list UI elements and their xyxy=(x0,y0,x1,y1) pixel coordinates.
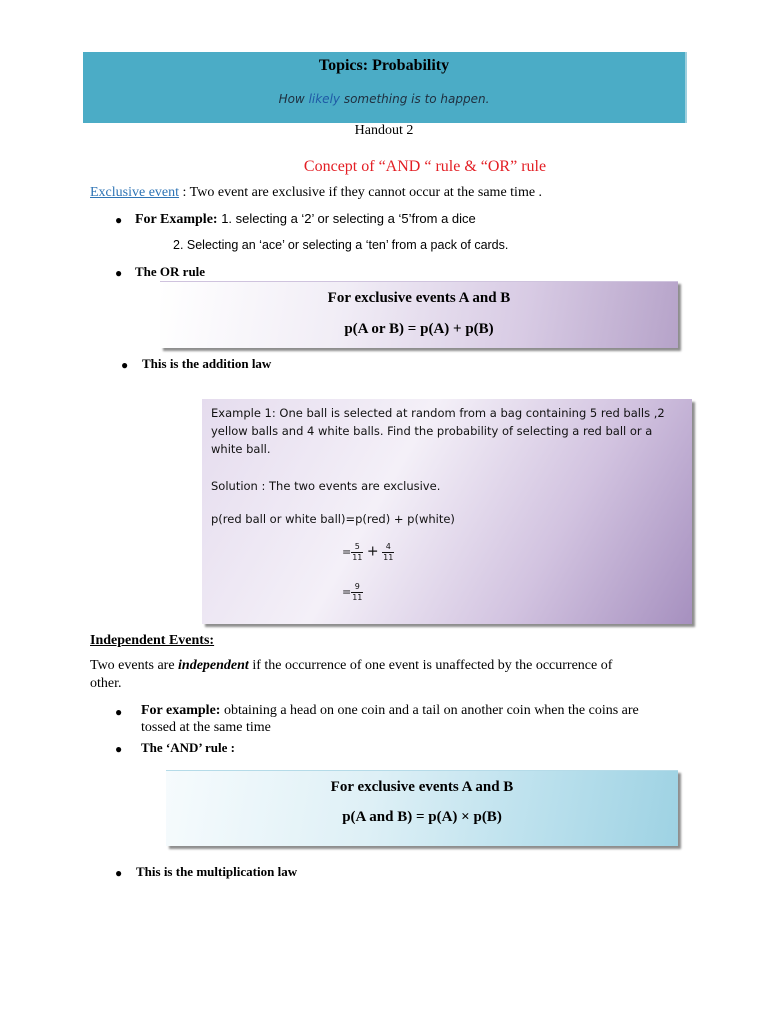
topic-banner xyxy=(83,52,687,123)
independent-events-heading: Independent Events: xyxy=(90,633,215,648)
exclusive-event-definition: : Two event are exclusive if they cannot occur at the same time . xyxy=(179,185,543,200)
fraction-denominator: 11 xyxy=(352,593,363,602)
multiplication-law-text: This is the multiplication law xyxy=(136,864,298,879)
or-formula-line-1: For exclusive events A and B xyxy=(327,290,511,306)
plus-sign: + xyxy=(366,543,379,560)
fraction-numerator: 5 xyxy=(351,542,363,553)
fraction-numerator: 4 xyxy=(382,542,394,553)
handout-label: Handout 2 xyxy=(354,123,414,138)
independent-def-emphasis: independent xyxy=(178,658,249,673)
equation-result xyxy=(342,582,363,603)
fraction-red xyxy=(351,542,363,563)
independent-definition-line-2: other. xyxy=(90,676,122,691)
exclusive-event-term: Exclusive event xyxy=(90,185,180,200)
bullet-icon: ● xyxy=(115,266,123,280)
independent-example-line-2: tossed at the same time xyxy=(141,720,271,735)
or-rule-label: The OR rule xyxy=(135,264,206,279)
and-formula-line-2: p(A and B) = p(A) × p(B) xyxy=(342,809,502,825)
bullet-icon: ● xyxy=(115,213,123,227)
equation-sum xyxy=(342,542,394,563)
and-rule-formula-box xyxy=(166,770,678,846)
or-formula-line-2: p(A or B) = p(A) + p(B) xyxy=(344,321,494,337)
independent-example-label: For example: xyxy=(141,703,221,718)
and-rule-label: The ‘AND’ rule : xyxy=(141,740,235,755)
topic-subtitle xyxy=(83,92,685,106)
fraction-white xyxy=(382,542,394,563)
or-rule-formula-box xyxy=(160,281,678,348)
independent-example-line xyxy=(141,703,639,719)
exclusive-definition xyxy=(90,185,542,201)
independent-def-suffix: if the occurrence of one event is unaffected by the occurrence of xyxy=(248,658,613,673)
independent-def-prefix: Two events are xyxy=(90,658,179,673)
bullet-icon: ● xyxy=(121,358,129,372)
equals-sign: = xyxy=(342,585,352,599)
subtitle-highlight: likely xyxy=(308,92,340,106)
addition-law-text: This is the addition law xyxy=(142,356,272,371)
example-calculation: p(red ball or white ball)=p(red) + p(white) xyxy=(211,512,455,526)
example-problem-text: Example 1: One ball is selected at random from a bag containing 5 red balls ,2 yellow balls and 4 white balls. Find the probability of selecting a red ball or a white ball. xyxy=(211,406,665,456)
subtitle-prefix: How xyxy=(278,92,309,106)
bullet-icon: ● xyxy=(115,866,123,880)
independent-example-text: obtaining a head on one coin and a tail on another coin when the coins are xyxy=(220,703,639,718)
fraction-denominator: 11 xyxy=(352,553,363,562)
independent-definition xyxy=(90,658,612,674)
bullet-icon: ● xyxy=(115,705,123,719)
for-example-label: For Example: xyxy=(135,212,218,227)
subtitle-suffix: something is to happen. xyxy=(340,92,490,106)
and-formula-line-1: For exclusive events A and B xyxy=(330,779,514,795)
example-solution: Solution : The two events are exclusive. xyxy=(211,479,441,493)
fraction-result xyxy=(351,582,363,603)
concept-heading: Concept of “AND “ rule & “OR” rule xyxy=(303,158,547,175)
fraction-denominator: 11 xyxy=(383,553,394,562)
topic-title: Topics: Probability xyxy=(318,57,450,74)
example-box xyxy=(202,399,692,624)
fraction-numerator: 9 xyxy=(351,582,363,593)
for-example-line xyxy=(135,211,476,228)
bullet-icon: ● xyxy=(115,742,123,756)
for-example-text-2: 2. Selecting an ‘ace’ or selecting a ‘ten’ from a pack of cards. xyxy=(173,238,509,252)
equals-sign: = xyxy=(342,545,352,559)
for-example-text: 1. selecting a ‘2’ or selecting a ‘5’from a dice xyxy=(217,211,476,226)
